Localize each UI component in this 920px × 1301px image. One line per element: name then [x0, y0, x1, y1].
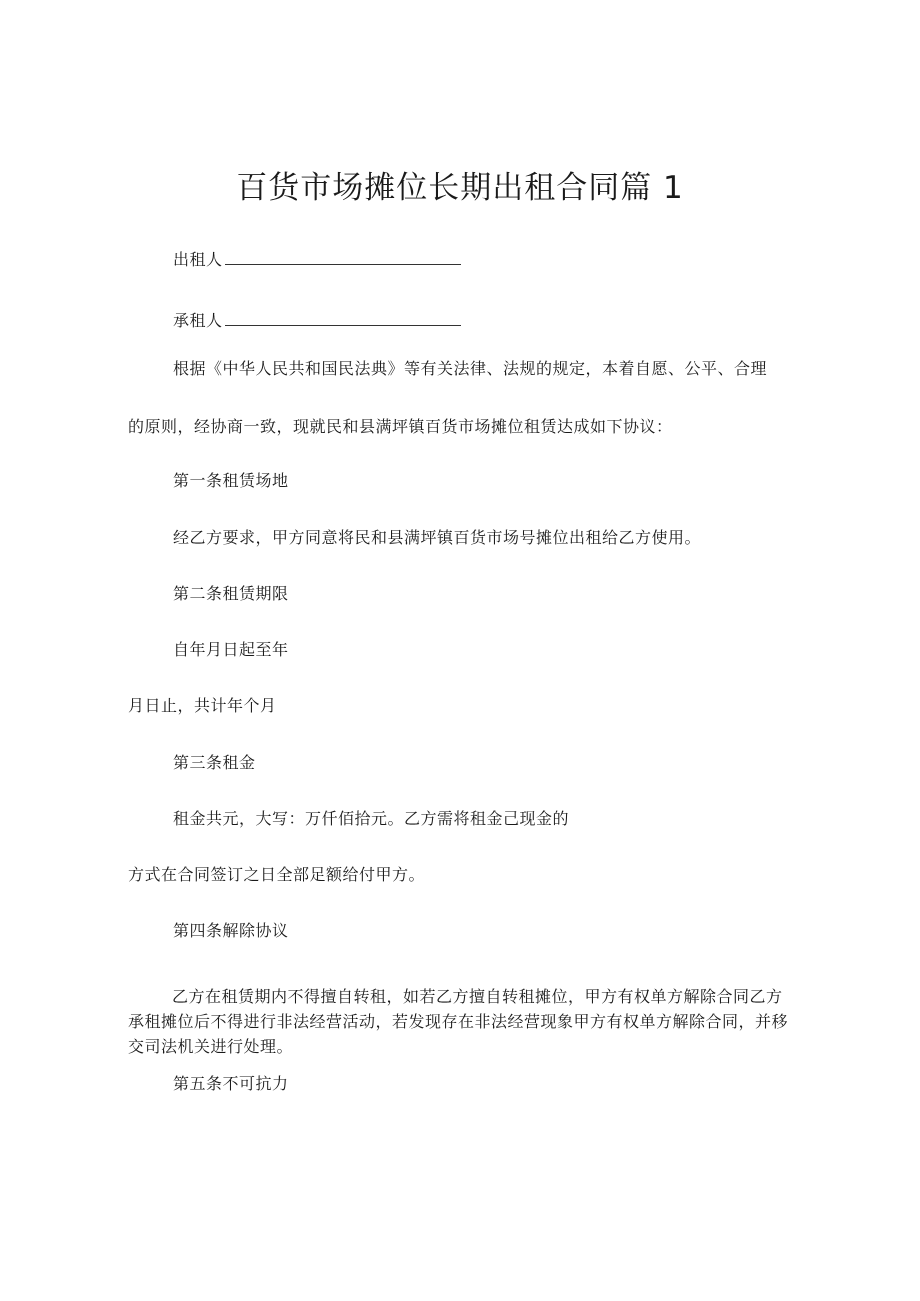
article-3-body-line-2: 方式在合同签订之日全部足额给付甲方。 — [128, 865, 426, 884]
page-title: 百货市场摊位长期出租合同篇 1 — [236, 170, 684, 206]
lessee-line — [173, 310, 461, 331]
article-1-heading: 第一条租赁场地 — [173, 471, 289, 490]
lessee-blank — [225, 310, 461, 326]
lessor-line — [173, 249, 461, 270]
lessor-label: 出租人 — [173, 250, 223, 269]
article-4-body — [128, 984, 788, 1059]
article-2-heading: 第二条租赁期限 — [173, 584, 289, 603]
preamble-line-1: 根据《中华人民共和国民法典》等有关法律、法规的规定，本着自愿、公平、合理 — [173, 359, 768, 378]
article-3-body-line-1: 租金共元，大写：万仟佰拾元。乙方需将租金己现金的 — [173, 809, 570, 828]
article-2-body-line-1: 自年月日起至年 — [173, 640, 289, 659]
preamble-line-2: 的原则，经协商一致，现就民和县满坪镇百货市场摊位租赁达成如下协议： — [128, 417, 673, 436]
article-1-body: 经乙方要求，甲方同意将民和县满坪镇百货市场号摊位出租给乙方使用。 — [173, 528, 702, 547]
lessor-blank — [225, 249, 461, 265]
article-5-heading: 第五条不可抗力 — [173, 1074, 289, 1093]
article-4-heading: 第四条解除协议 — [173, 921, 289, 940]
article-2-body-line-2: 月日止，共计年个月 — [128, 696, 277, 715]
lessee-label: 承租人 — [173, 311, 223, 330]
article-3-heading: 第三条租金 — [173, 753, 256, 772]
article-4-body-text: 乙方在租赁期内不得擅自转租，如若乙方擅自转租摊位，甲方有权单方解除合同乙方承租摊位后不得进行非法经营活动，若发现存在非法经营现象甲方有权单方解除合同，并移交司法机关进行处理。 — [128, 987, 789, 1056]
